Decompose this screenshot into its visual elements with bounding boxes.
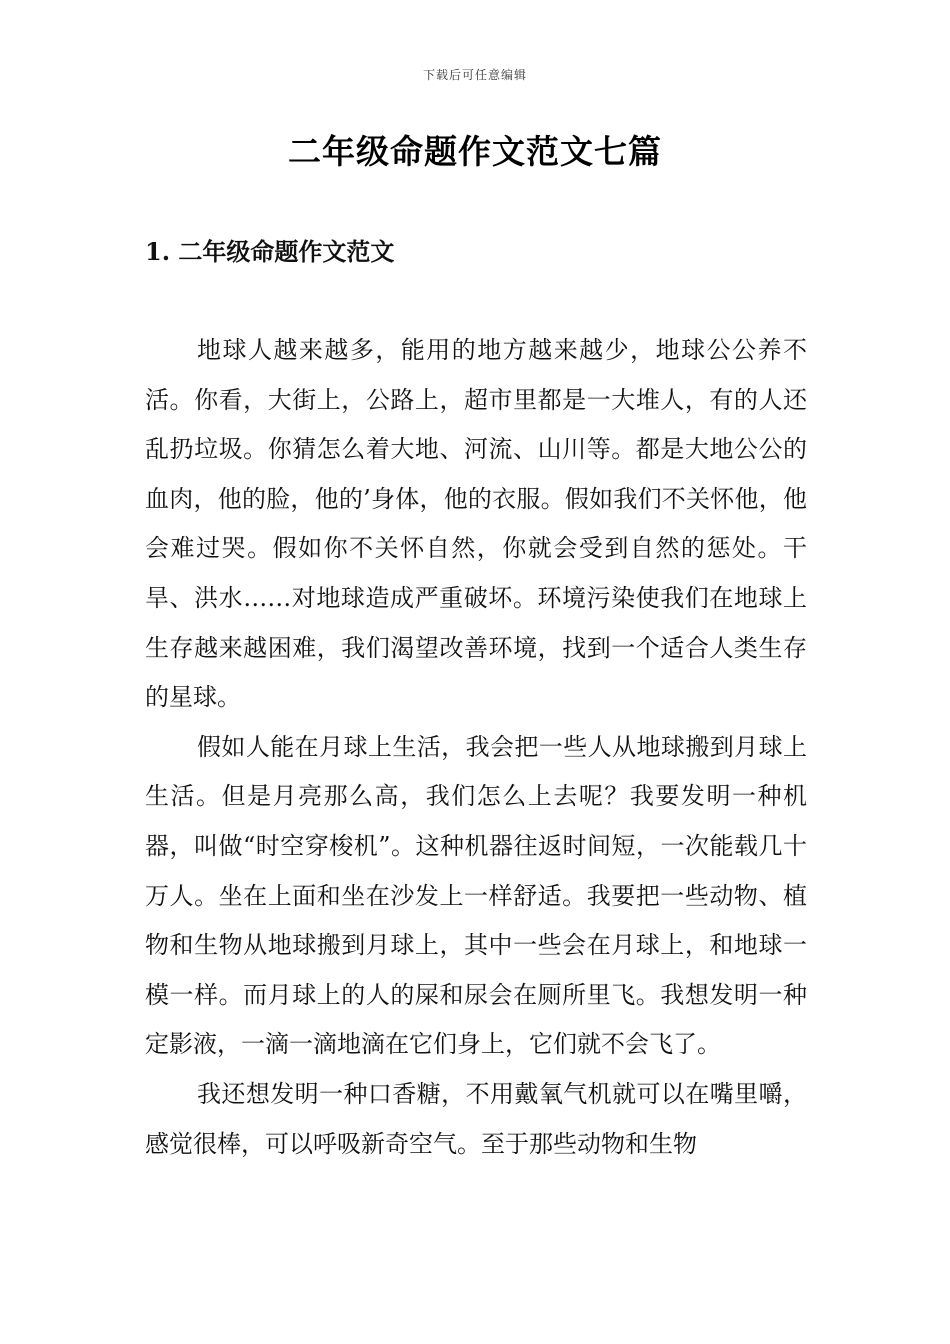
paragraph: 地球人越来越多，能用的地方越来越少，地球公公养不活。你看，大街上，公路上，超市里都是一大堆人，有的人还乱扔垃圾。你猜怎么着大地、河流、山川等。都是大地公公的血肉，他的脸，他的’身体，他的衣服。假如我们不关怀他，他会难过哭。假如你不关怀自然，你就会受到自然的惩处。干旱、洪水……对地球造成严重破坏。环境污染使我们在地球上生存越来越困难，我们渴望改善环境，找到一个适合人类生存的星球。: [145, 336, 807, 712]
document-title: 二年级命题作文范文七篇: [288, 132, 662, 171]
header-note: 下载后可任意编辑: [422, 68, 527, 82]
paragraph: 我还想发明一种口香糖，不用戴氧气机就可以在嘴里嚼，感觉很棒，可以呼吸新奇空气。至于那些动物和生物: [145, 1079, 807, 1158]
paragraph: 假如人能在月球上生活，我会把一些人从地球搬到月球上生活。但是月亮那么高，我们怎么上去呢？我要发明一种机器，叫做“时空穿梭机”。这种机器往返时间短，一次能载几十万人。坐在上面和坐在沙发上一样舒适。我要把一些动物、植物和生物从地球搬到月球上，其中一些会在月球上，和地球一模一样。而月球上的人的屎和尿会在厕所里飞。我想发明一种定影液，一滴一滴地滴在它们身上，它们就不会飞了。: [145, 732, 807, 1059]
essay-body: [145, 326, 807, 1169]
section-heading: 1. 二年级命题作文范文: [145, 237, 395, 266]
